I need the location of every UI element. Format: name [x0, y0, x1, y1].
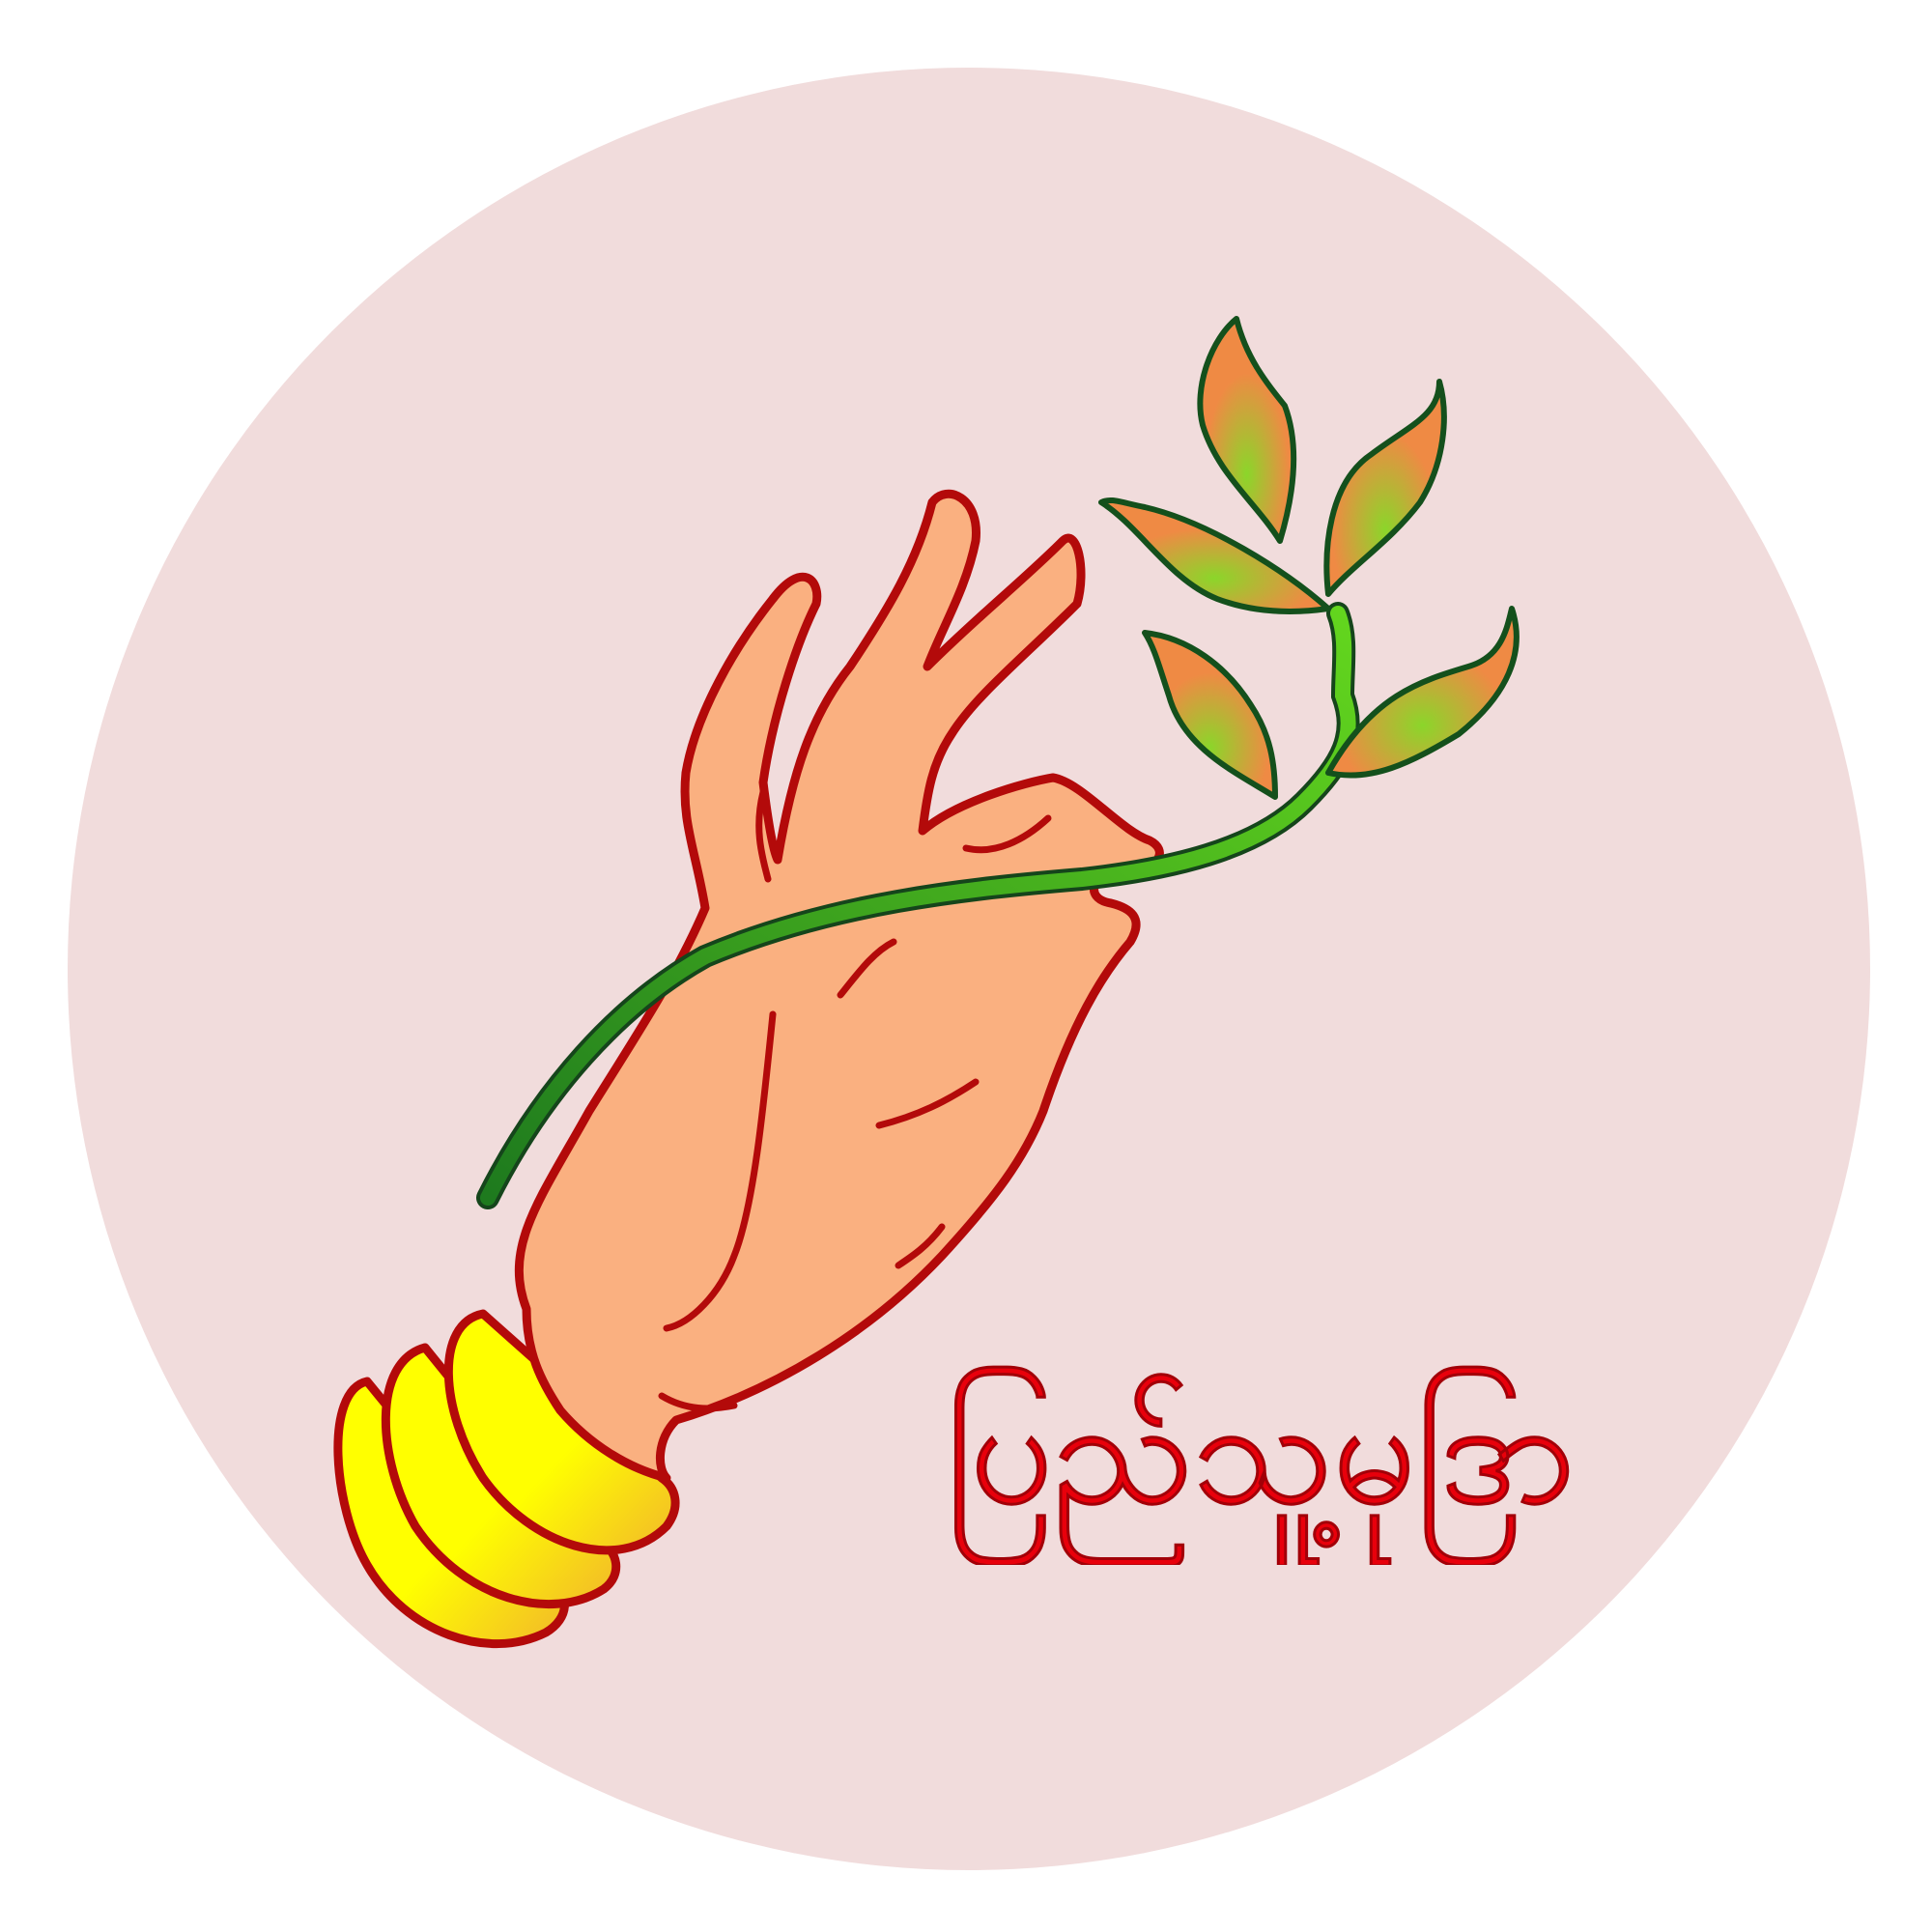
leaf-icon — [1145, 633, 1275, 797]
wordmark — [923, 1333, 1599, 1565]
hand-palm — [519, 494, 1159, 1478]
hand-icon — [519, 494, 1159, 1478]
leaf-icon — [1328, 609, 1517, 776]
leaf-icon — [1101, 500, 1328, 611]
leaf-icon — [1200, 319, 1293, 541]
leaf-icon — [1326, 382, 1443, 594]
wordmark-text: ပြည်သူ့မုဒြာ — [946, 1369, 1576, 1537]
